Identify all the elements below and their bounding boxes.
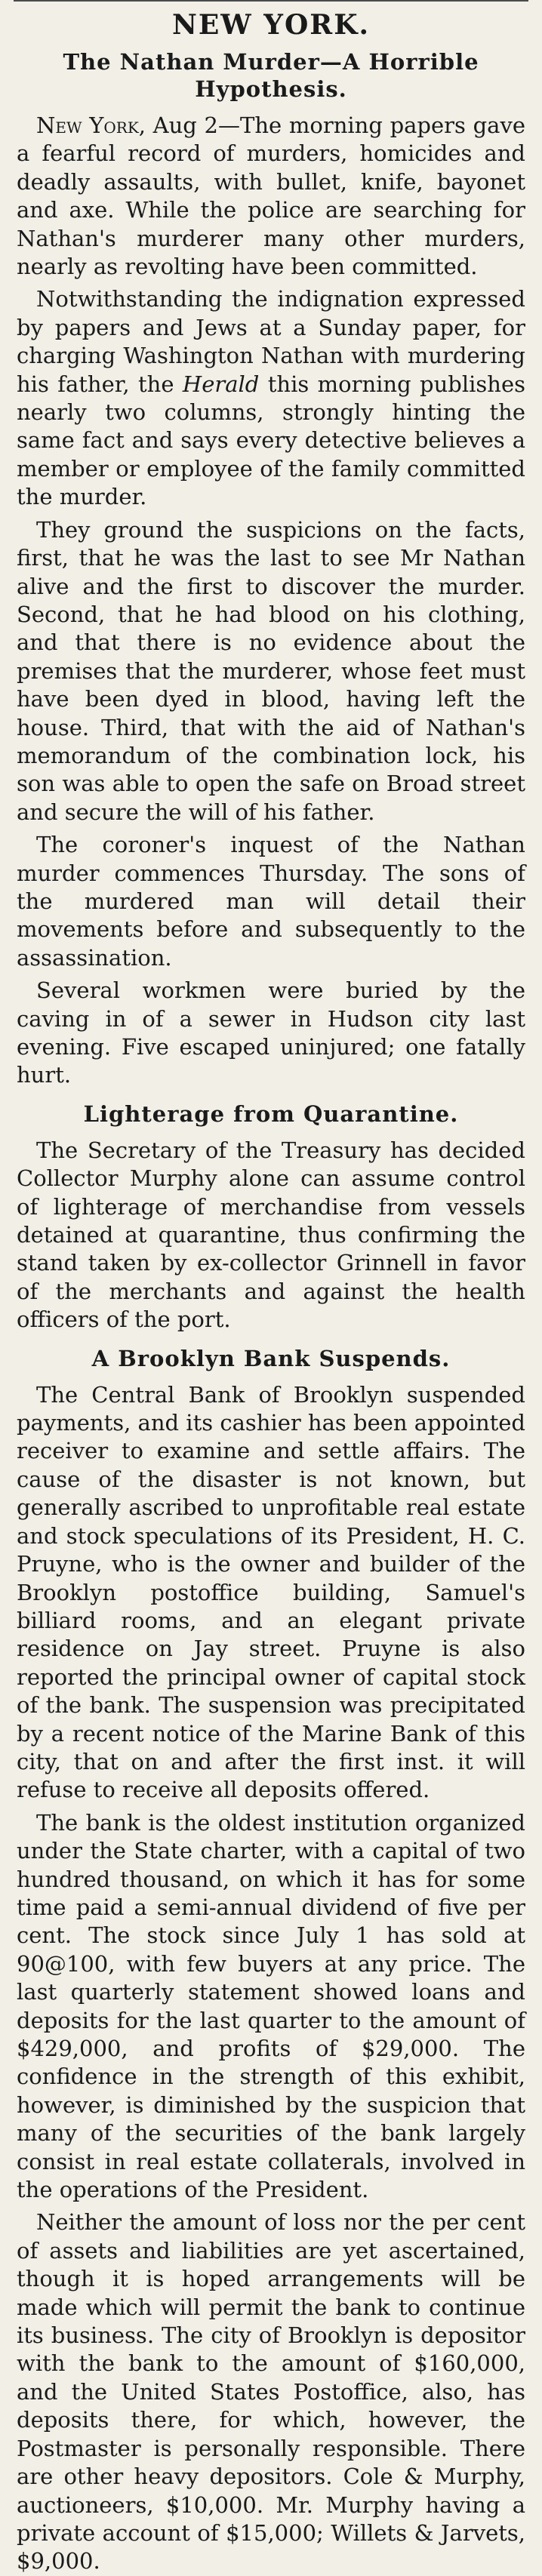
article-paragraph-2 (17, 285, 525, 511)
article-deck: The Nathan Murder—A Horrible Hypothesis. (63, 49, 479, 102)
paragraph-2-text-b: this morning publishes nearly two columns, strongly hinting the same fact and says every detective believes a member or employee of the family committed the murder. (17, 371, 525, 510)
lighterage-paragraph: The Secretary of the Treasury has decided Collector Murphy alone can assume control of lighterage of merchandise from vessels detained at quarantine, thus confirming the stand taken by ex-collector Grinnell in favor of the merchants and against the health officers of the port. (17, 1137, 525, 1333)
paragraph-1-text: Aug 2—The morning papers gave a fearful record of murders, homicides and deadly assaults, with bullet, knife, bayonet and axe. While the police are searching for Nathan's murderer many other murders, nearly as revolting have been committed. (17, 112, 525, 280)
dateline: New York, (36, 112, 146, 138)
brooklyn-bank-heading: A Brooklyn Bank Suspends. (91, 1345, 451, 1371)
article-paragraph-5: Several workmen were buried by the caving in of a sewer in Hudson city last evening. Five escaped uninjured; one fatally hurt. (17, 977, 525, 1088)
article-paragraph-1 (17, 112, 525, 281)
article-paragraph-4: The coroner's inquest of the Nathan murder commences Thursday. The sons of the murdered man will detail their movements before and subsequently to the assassination. (17, 832, 525, 971)
bank-paragraph-2: The bank is the oldest institution organized under the State charter, with a capital of two hundred thousand, on which it has for some time paid a semi-annual dividend of five per cent. The stock since July 1 has sold at 90@100, with few buyers at any price. The last quarterly statement showed loans and deposits for the last quarter to the amount of $429,000, and profits of $29,000. The confidence in the strength of this exhibit, however, is diminished by the suspicion that many of the securities of the bank largely consist in real estate collaterals, involved in the operations of the President. (17, 1809, 525, 2203)
bank-paragraph-1: The Central Bank of Brooklyn suspended payments, and its cashier has been appointed receiver to examine and settle affairs. The cause of the disaster is not known, but generally ascribed to unprofitable real estate and stock speculations of its President, H. C. Pruyne, who is the owner and builder of the Brooklyn postoffice building, Samuel's billiard rooms, and an elegant private residence on Jay street. Pruyne is also reported the principal owner of capital stock of the bank. The suspension was precipitated by a recent notice of the Marine Bank of this city, that on and after the first inst. it will refuse to receive all deposits offered. (17, 1381, 525, 1803)
article-paragraph-3: They ground the suspicions on the facts, first, that he was the last to see Mr Nathan alive and the first to discover the murder. Second, that he had blood on his clothing, and that there is no evidence about the premises that the murderer, whose feet must have been dyed in blood, having left the house. Third, that with the aid of Nathan's memorandum of the combination lock, his son was able to open the safe on Broad street and secure the will of his father. (17, 516, 525, 825)
column-top-rule (14, 0, 528, 2)
lighterage-heading: Lighterage from Quarantine. (83, 1100, 459, 1127)
herald-newspaper-name: Herald (182, 371, 260, 397)
headline: NEW YORK. (171, 9, 371, 41)
paragraph-2-text-a: Notwithstanding the indignation expressed by papers and Jews at a Sunday paper, for charging Washington Nathan with murdering his father, the (17, 286, 525, 397)
bank-paragraph-3: Neither the amount of loss nor the per cent of assets and liabilities are yet ascertained, though it is hoped arrangements will be made which will permit the bank to continue its business. The city of Brooklyn is depositor with the bank to the amount of $160,000, and the United States Postoffice, also, has deposits there, for which, however, the Postmaster is personally responsible. There are other heavy depositors. Cole & Murphy, auctioneers, $10,000. Mr. Murphy having a private account of $15,000; Willets & Jarvets, $9,000. (17, 2209, 525, 2574)
